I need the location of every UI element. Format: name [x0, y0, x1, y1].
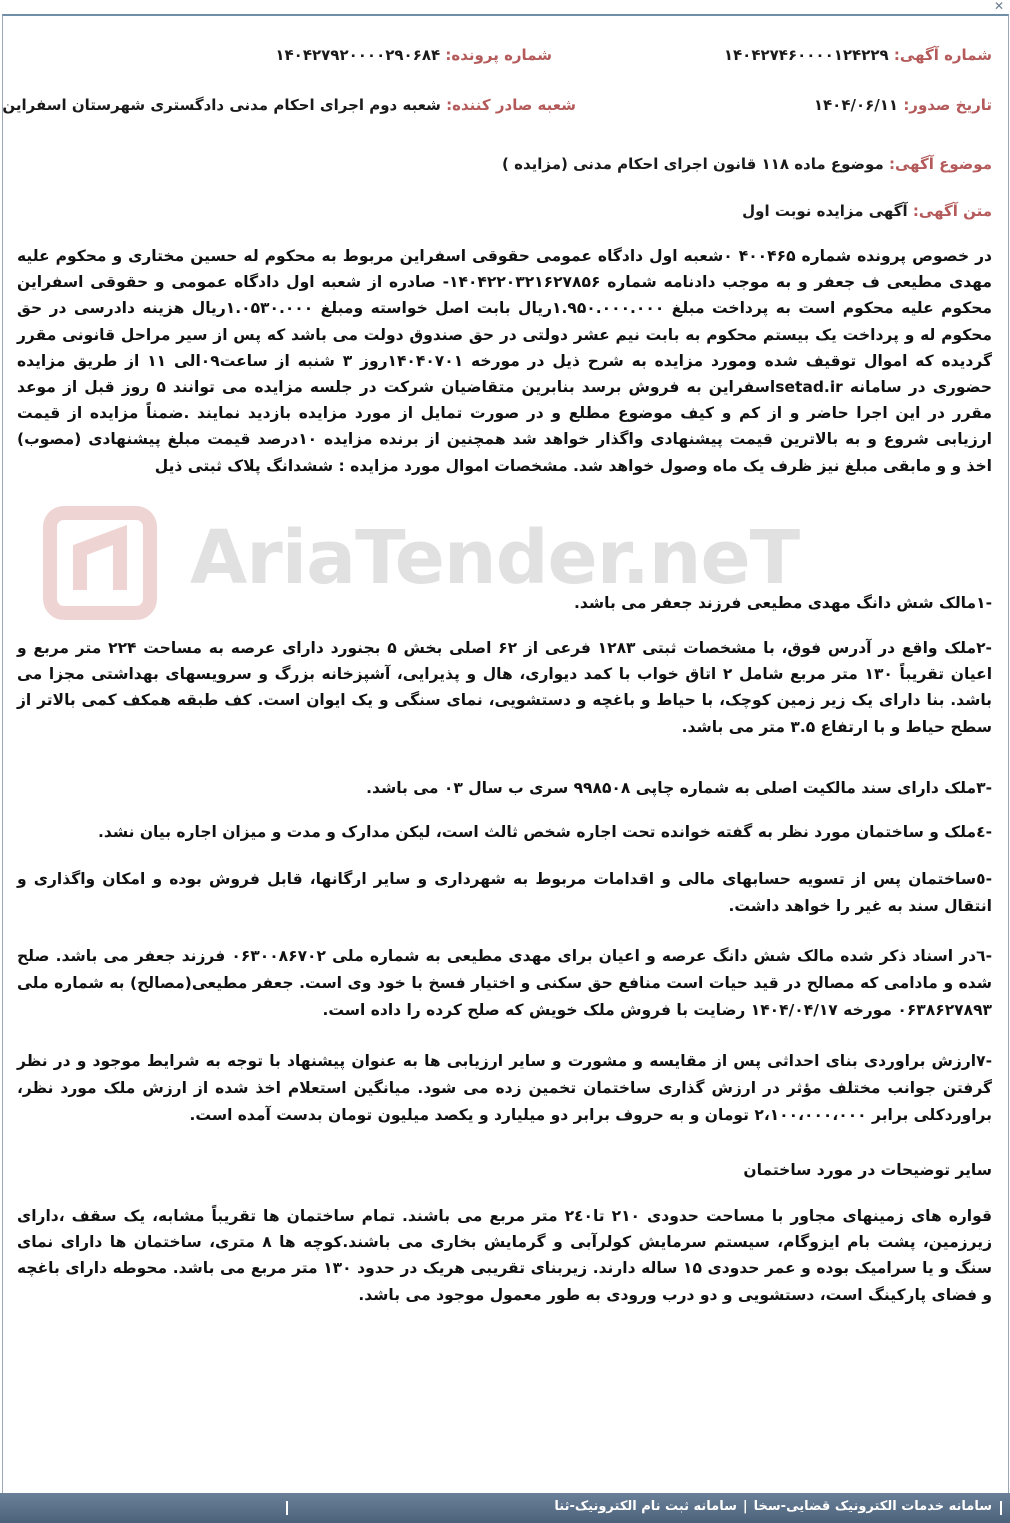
item-6: -٦در اسناد ذکر شده مالک شش دانگ عرصه و اعیان برای مهدی مطیعی به شماره ملی ۰۶۳۰۰۸۶۷۰۲ فرزند جعفر می باشد. صلح شده و مادامی که مصالح در قید حیات است منافع حق سکنی و اختیار فسخ با خود وی است. جعفر مطیعی(مصالح) به شماره ملی ۰۶۳۸۶۲۷۸۹۳ مورخه ۱۴۰۴/۰۴/۱۷ رضایت با فروش ملک خویش که صلح کرده را داده است.: [17, 947, 992, 1019]
case-number: [275, 46, 552, 64]
notice-number-value: ۱۴۰۴۲۷۴۶۰۰۰۰۱۲۴۲۲۹: [723, 46, 889, 64]
case-number-label: شماره پرونده:: [445, 46, 552, 64]
case-number-value: ۱۴۰۴۲۷۹۲۰۰۰۰۲۹۰۶۸۴: [275, 46, 441, 64]
notice-number-label: شماره آگهی:: [893, 46, 992, 64]
notice-text-label: متن آگهی:: [912, 202, 992, 220]
watermark-text: AriaTender.neT: [190, 515, 800, 601]
footer-divider: [1000, 1501, 1002, 1515]
item-3: -۳ملک دارای سند مالکیت اصلی به شماره چاپی ۹۹۸۵۰۸ سری ب سال ۰۳ می باشد.: [366, 779, 992, 797]
notice-text-heading: [742, 202, 992, 220]
other-paragraph: قواره های زمینهای مجاور با مساحت حدودی ۲۱۰ تا۲٤۰ متر مربع می باشند. تمام ساختمان ها تقریباً مشابه، یک سقف ،دارای زیرزمین، پشت بام ایزوگام، سیستم سرمایش کولرآبی و گرمایش بخاری می باشند.کوچه ها ۸ متری، ساختمان ها دارای نمای سنگ و یا سرامیک بوده و عمر حدودی ۱۵ ساله دارند. زیربنای تقریبی هریک در حدود ۱۳۰ متر مربع می باشد. محوطه دارای باغچه و فضای پارکینگ است، دستشویی و دو درب ورودی به طور معمول موجود می باشد.: [17, 1207, 993, 1304]
footer-bar: [0, 1493, 1010, 1523]
intro-paragraph: در خصوص پرونده شماره ۴۰۰۴۶۵ ۰شعبه اول دادگاه عمومی حقوقی اسفراین مربوط به محکوم له حسین مختاری و محکوم علیه مهدی مطیعی ف جعفر و به موجب دادنامه شماره ۱۴۰۴۲۲۰۳۲۱۶۲۷۸۵۶- صادره از شعبه اول دادگاه عمومی و حقوقی اسفراین محکوم علیه محکوم است به پرداخت مبلغ ۱.۹۵۰.۰۰۰.۰۰۰ریال بابت اصل خواسته ومبلغ ۱.۰۵۳۰.۰۰۰ریال هزینه دادرسی در حق محکوم له و پرداخت یک بیستم محکوم به بابت نیم عشر دولتی در حق صندوق دولت می باشد که پس از سیر مراحل قانونی مقرر گردیده که اموال توقیف شده ومورد مزایده به شرح ذیل در مورخه ۱۴۰۴۰۷۰۱روز ۳ شنبه از ساعت۰۹الی ۱۱ از طریق مزایده حضوری در سامانه setad.irاسفراین به فروش برسد بنابرین متقاضیان شرکت در جلسه مزایده می توانند ۵ روز قبل از موعد مقرر در این اجرا حاضر و از کم و کیف موضوع مطلع و در صورت تمایل از مورد مزایده بازدید نمایند .ضمناً مزایده از قیمت ارزیابی شروع و به بالاترین قیمت پیشنهادی واگذار خواهد شد همچنین از برنده مزایده ۱۰درصد قیمت مبلغ پیشنهادی (مصوب) اخذ و و مابقی مبلغ نیز ظرف یک ماه وصول خواهد شد. مشخصات اموال مورد مزایده : ششدانگ پلاک ثبتی ذیل: [17, 247, 993, 475]
issuer-label: شعبه صادر کننده:: [446, 96, 576, 114]
notice-number: [724, 46, 992, 64]
item-7: -۷ارزش براوردی بنای احداثی پس از مقایسه و مشورت و سایر ارزیابی ها به عنوان پیشنهاد با توجه به شرایط موجود و در نظر گرفتن جوانب مختلف مؤثر در ارزش گذاری ساختمان تخمین زده می شود. میانگین استعلام اخذ شده از ارزش ملک مورد نظر، براوردکلی برابر ۲،۱۰۰،۰۰۰،۰۰۰ تومان و به حروف برابر دو میلیارد و یکصد میلیون تومان بدست آمده است.: [17, 1052, 992, 1124]
subject-label: موضوع آگهی:: [888, 155, 992, 173]
footer-separator: |: [742, 1499, 748, 1514]
other-title: سایر توضیحات در مورد ساختمان: [743, 1161, 992, 1179]
notice-text-title: آگهی مزایده نوبت اول: [742, 202, 908, 220]
subject-value: موضوع ماده ۱۱۸ قانون اجرای احکام مدنی (مزایده ): [502, 155, 884, 173]
item-1: -۱مالک شش دانگ مهدی مطیعی فرزند جعفر می باشد.: [574, 594, 992, 612]
item-2: -۲ملک واقع در آدرس فوق، با مشخصات ثبتی ۱۲۸۳ فرعی از ۶۲ اصلی بخش ۵ بجنورد دارای عرصه به مساحت ۲۲۴ متر مربع و اعیان تقریباً ۱۳۰ متر مربع شامل ۲ اتاق خواب با کمد دیواری، هال و پذیرایی، آشپزخانه بزرگ و سرویسهای بهداشتی مجزا می باشد. بنا دارای یک زیر زمین کوچک، با حیاط و باغچه و دستشویی، نمای سنگی و یک ایوان است. کف طبقه همکف کمی بالاتر از سطح حیاط و با ارتفاع ۳.۵ متر می باشد.: [17, 639, 993, 736]
subject: [502, 155, 992, 173]
footer-link-sana[interactable]: سامانه ثبت نام الکترونیک-ثنا: [554, 1499, 737, 1514]
item-5: -٥ساختمان پس از تسویه حسابهای مالی و اقدامات مربوط به شهرداری و سایر ارگانها، قابل فروش بوده و امکان واگذاری و انتقال سند به غیر را خواهد داشت.: [17, 870, 992, 915]
issue-date: [814, 96, 992, 114]
close-icon[interactable]: ✕: [993, 0, 1005, 13]
issuer: [2, 96, 576, 114]
issue-date-value: ۱۴۰۴/۰۶/۱۱: [813, 96, 899, 114]
issue-date-label: تاریخ صدور:: [903, 96, 992, 114]
issuer-value: شعبه دوم اجرای احکام مدنی دادگستری شهرستان اسفراین: [2, 96, 441, 114]
item-4: -٤ملک و ساختمان مورد نظر به گفته خوانده تحت اجاره شخص ثالث است، لیکن مدارک و مدت و میزان اجاره بیان نشد.: [98, 823, 992, 841]
footer-link-sakha[interactable]: سامانه خدمات الکترونیک قضایی-سخا: [753, 1499, 992, 1514]
footer-divider-end: [286, 1501, 288, 1515]
